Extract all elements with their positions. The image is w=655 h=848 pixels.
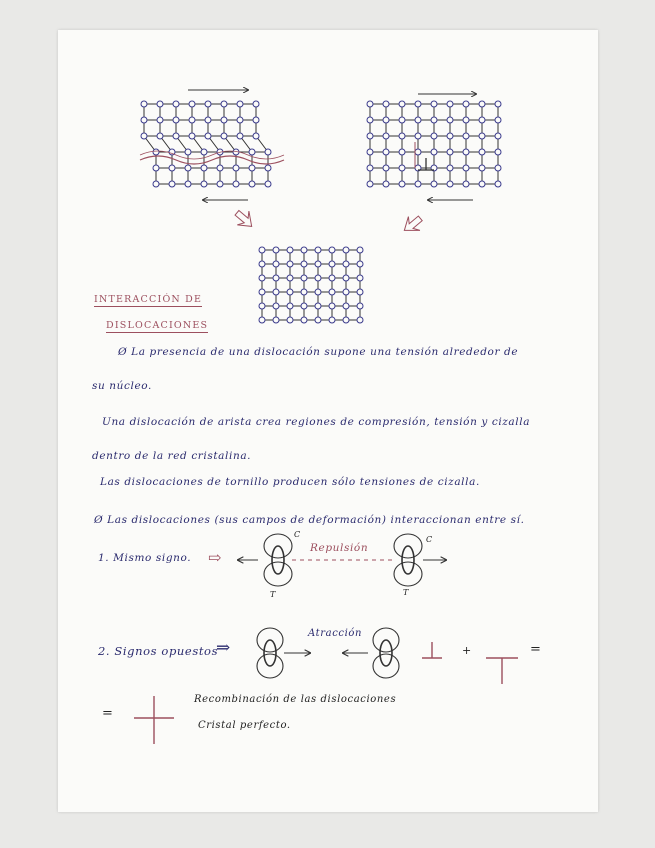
lattice-atom <box>185 149 191 155</box>
lattice-atom <box>205 117 211 123</box>
lattice-atom <box>157 117 163 123</box>
down-arrow-icon <box>231 206 258 233</box>
lattice-atom <box>259 303 265 309</box>
lattice-atom <box>237 117 243 123</box>
lattice-atom <box>343 261 349 267</box>
lattice-atom <box>273 247 279 253</box>
lattice-atom <box>343 289 349 295</box>
lattice-atom <box>141 117 147 123</box>
lattice-atom <box>343 275 349 281</box>
case1-arrow: ⇨ <box>208 548 223 567</box>
lattice-atom <box>367 117 373 123</box>
paragraph-4: Ø Las dislocaciones (sus campos de deformación) interaccionan entre sí. <box>94 514 525 526</box>
lattice-atom <box>479 117 485 123</box>
paragraph-3: Las dislocaciones de tornillo producen sólo tensiones de cizalla. <box>100 476 480 488</box>
lattice-atom <box>399 181 405 187</box>
lattice-atom <box>415 101 421 107</box>
lattice-atom <box>357 317 363 323</box>
lattice-atom <box>383 101 389 107</box>
crystal-lattice-2 <box>367 101 501 187</box>
lattice-atom <box>329 247 335 253</box>
lattice-atom <box>315 275 321 281</box>
down-arrow-icon <box>399 211 426 238</box>
lattice-atom <box>431 101 437 107</box>
lattice-atom <box>265 181 271 187</box>
lattice-atom <box>431 181 437 187</box>
lattice-atom <box>415 133 421 139</box>
lattice-atom <box>367 133 373 139</box>
lattice-atom <box>329 303 335 309</box>
result-line1: Recombinación de las dislocaciones <box>194 694 397 705</box>
lattice-atom <box>253 117 259 123</box>
lattice-atom <box>141 133 147 139</box>
lattice-atom <box>431 117 437 123</box>
lattice-atom <box>259 289 265 295</box>
case1-label: 1. Mismo signo. <box>98 552 192 564</box>
lattice-atom <box>287 289 293 295</box>
lattice-atom <box>329 261 335 267</box>
lattice-atom <box>399 133 405 139</box>
lattice-atom <box>367 165 373 171</box>
lattice-atom <box>463 133 469 139</box>
compression-mark-left: C <box>294 530 301 539</box>
result-line2: Cristal perfecto. <box>198 720 291 731</box>
lattice-atom <box>153 149 159 155</box>
lattice-atom <box>301 303 307 309</box>
lattice-atom <box>169 165 175 171</box>
lattice-atom <box>301 247 307 253</box>
lattice-atom <box>249 165 255 171</box>
lattice-atom <box>357 303 363 309</box>
lattice-atom <box>447 133 453 139</box>
lattice-atom <box>259 275 265 281</box>
paragraph-2a: Una dislocación de arista crea regiones de compresión, tensión y cizalla <box>102 416 531 428</box>
lattice-atom <box>447 101 453 107</box>
notebook-page <box>58 30 598 812</box>
lattice-atom <box>343 317 349 323</box>
lattice-atom <box>201 149 207 155</box>
lattice-atom <box>259 261 265 267</box>
lattice-atom <box>287 275 293 281</box>
lattice-atom <box>463 101 469 107</box>
lattice-atom <box>249 149 255 155</box>
lattice-atom <box>383 181 389 187</box>
case2-arrow: ⇒ <box>216 638 231 658</box>
lattice-atom <box>201 165 207 171</box>
lattice-atom <box>273 289 279 295</box>
lattice-atom <box>357 247 363 253</box>
attraction-diagram <box>257 628 518 684</box>
lattice-atom <box>217 181 223 187</box>
paragraph-1a: Ø La presencia de una dislocación supone una tensión alrededor de <box>118 346 519 358</box>
crystal-lattice-1 <box>141 101 271 187</box>
lattice-atom <box>463 117 469 123</box>
lattice-atom <box>173 117 179 123</box>
lattice-atom <box>447 117 453 123</box>
lattice-atom <box>463 149 469 155</box>
lattice-atom <box>185 181 191 187</box>
lattice-atom <box>237 133 243 139</box>
paragraph-1b: su núcleo. <box>92 380 152 392</box>
lattice-atom <box>357 275 363 281</box>
lattice-atom <box>221 117 227 123</box>
lattice-atom <box>221 101 227 107</box>
tension-mark-right: T <box>403 588 409 597</box>
lattice-atom <box>343 303 349 309</box>
lattice-atom <box>273 317 279 323</box>
lattice-atom <box>189 133 195 139</box>
lattice-atom <box>265 149 271 155</box>
compression-mark-right: C <box>426 535 433 544</box>
lattice-atom <box>253 101 259 107</box>
lattice-atom <box>205 101 211 107</box>
lattice-atom <box>273 275 279 281</box>
lattice-atom <box>357 261 363 267</box>
lattice-atom <box>301 289 307 295</box>
lattice-atom <box>301 317 307 323</box>
paragraph-2b: dentro de la red cristalina. <box>92 450 252 462</box>
lattice-atom <box>383 149 389 155</box>
lattice-atom <box>205 133 211 139</box>
lattice-atom <box>233 165 239 171</box>
lattice-atom <box>233 181 239 187</box>
lattice-atom <box>415 149 421 155</box>
lattice-atom <box>399 101 405 107</box>
lattice-atom <box>169 181 175 187</box>
lattice-atom <box>367 181 373 187</box>
lattice-atom <box>189 117 195 123</box>
section-title-line2: DISLOCACIONES <box>106 320 209 331</box>
lattice-atom <box>495 149 501 155</box>
section-title-line1: INTERACCIÓN DE <box>94 294 203 305</box>
lattice-atom <box>431 133 437 139</box>
lattice-atom <box>383 133 389 139</box>
lattice-atom <box>357 289 363 295</box>
lattice-atom <box>221 133 227 139</box>
lattice-atom <box>141 101 147 107</box>
lattice-atom <box>329 317 335 323</box>
lattice-atom <box>259 317 265 323</box>
lattice-atom <box>249 181 255 187</box>
lattice-atom <box>201 181 207 187</box>
lattice-atom <box>287 317 293 323</box>
lattice-atom <box>495 181 501 187</box>
lattice-dislocation-diagram <box>367 94 501 238</box>
lattice-atom <box>367 149 373 155</box>
lattice-atom <box>315 303 321 309</box>
lattice-atom <box>315 247 321 253</box>
lattice-atom <box>447 165 453 171</box>
lattice-atom <box>301 261 307 267</box>
attraction-label: Atracción <box>308 628 363 639</box>
lattice-atom <box>415 117 421 123</box>
lattice-atom <box>479 165 485 171</box>
lattice-atom <box>287 261 293 267</box>
lattice-atom <box>287 247 293 253</box>
tension-mark-left: T <box>270 590 276 599</box>
lattice-atom <box>237 101 243 107</box>
lattice-atom <box>495 165 501 171</box>
lattice-atom <box>431 149 437 155</box>
lattice-atom <box>329 275 335 281</box>
lattice-atom <box>273 303 279 309</box>
lattice-atom <box>153 181 159 187</box>
lattice-atom <box>259 247 265 253</box>
lattice-result-diagram <box>259 247 363 323</box>
lattice-atom <box>479 149 485 155</box>
lattice-atom <box>479 181 485 187</box>
lattice-atom <box>157 133 163 139</box>
lattice-atom <box>367 101 373 107</box>
lattice-atom <box>265 165 271 171</box>
lattice-atom <box>447 181 453 187</box>
result-equals-sign: = <box>102 706 114 721</box>
case2-label: 2. Signos opuestos <box>98 644 219 658</box>
lattice-atom <box>315 261 321 267</box>
lattice-atom <box>383 117 389 123</box>
lattice-atom <box>399 165 405 171</box>
lattice-atom <box>415 181 421 187</box>
lattice-atom <box>495 101 501 107</box>
perfect-crystal-symbol <box>134 696 174 744</box>
lattice-atom <box>383 165 389 171</box>
lattice-atom <box>463 165 469 171</box>
lattice-shear-diagram <box>140 90 284 233</box>
lattice-atom <box>447 149 453 155</box>
lattice-atom <box>189 101 195 107</box>
lattice-atom <box>399 149 405 155</box>
lattice-atom <box>185 165 191 171</box>
lattice-atom <box>173 133 179 139</box>
crystal-lattice-3 <box>259 247 363 323</box>
lattice-atom <box>273 261 279 267</box>
lattice-atom <box>329 289 335 295</box>
lattice-atom <box>157 101 163 107</box>
lattice-atom <box>153 165 159 171</box>
plus-sign: + <box>462 644 472 657</box>
lattice-atom <box>343 247 349 253</box>
lattice-atom <box>479 133 485 139</box>
lattice-atom <box>315 317 321 323</box>
lattice-atom <box>463 181 469 187</box>
lattice-atom <box>173 101 179 107</box>
slip-line <box>140 156 284 164</box>
repulsion-label: Repulsión <box>310 542 369 554</box>
lattice-atom <box>253 133 259 139</box>
equals-sign: = <box>530 642 542 657</box>
lattice-atom <box>301 275 307 281</box>
lattice-atom <box>217 165 223 171</box>
lattice-atom <box>315 289 321 295</box>
lattice-atom <box>495 133 501 139</box>
lattice-atom <box>287 303 293 309</box>
lattice-atom <box>399 117 405 123</box>
lattice-atom <box>479 101 485 107</box>
lattice-atom <box>495 117 501 123</box>
